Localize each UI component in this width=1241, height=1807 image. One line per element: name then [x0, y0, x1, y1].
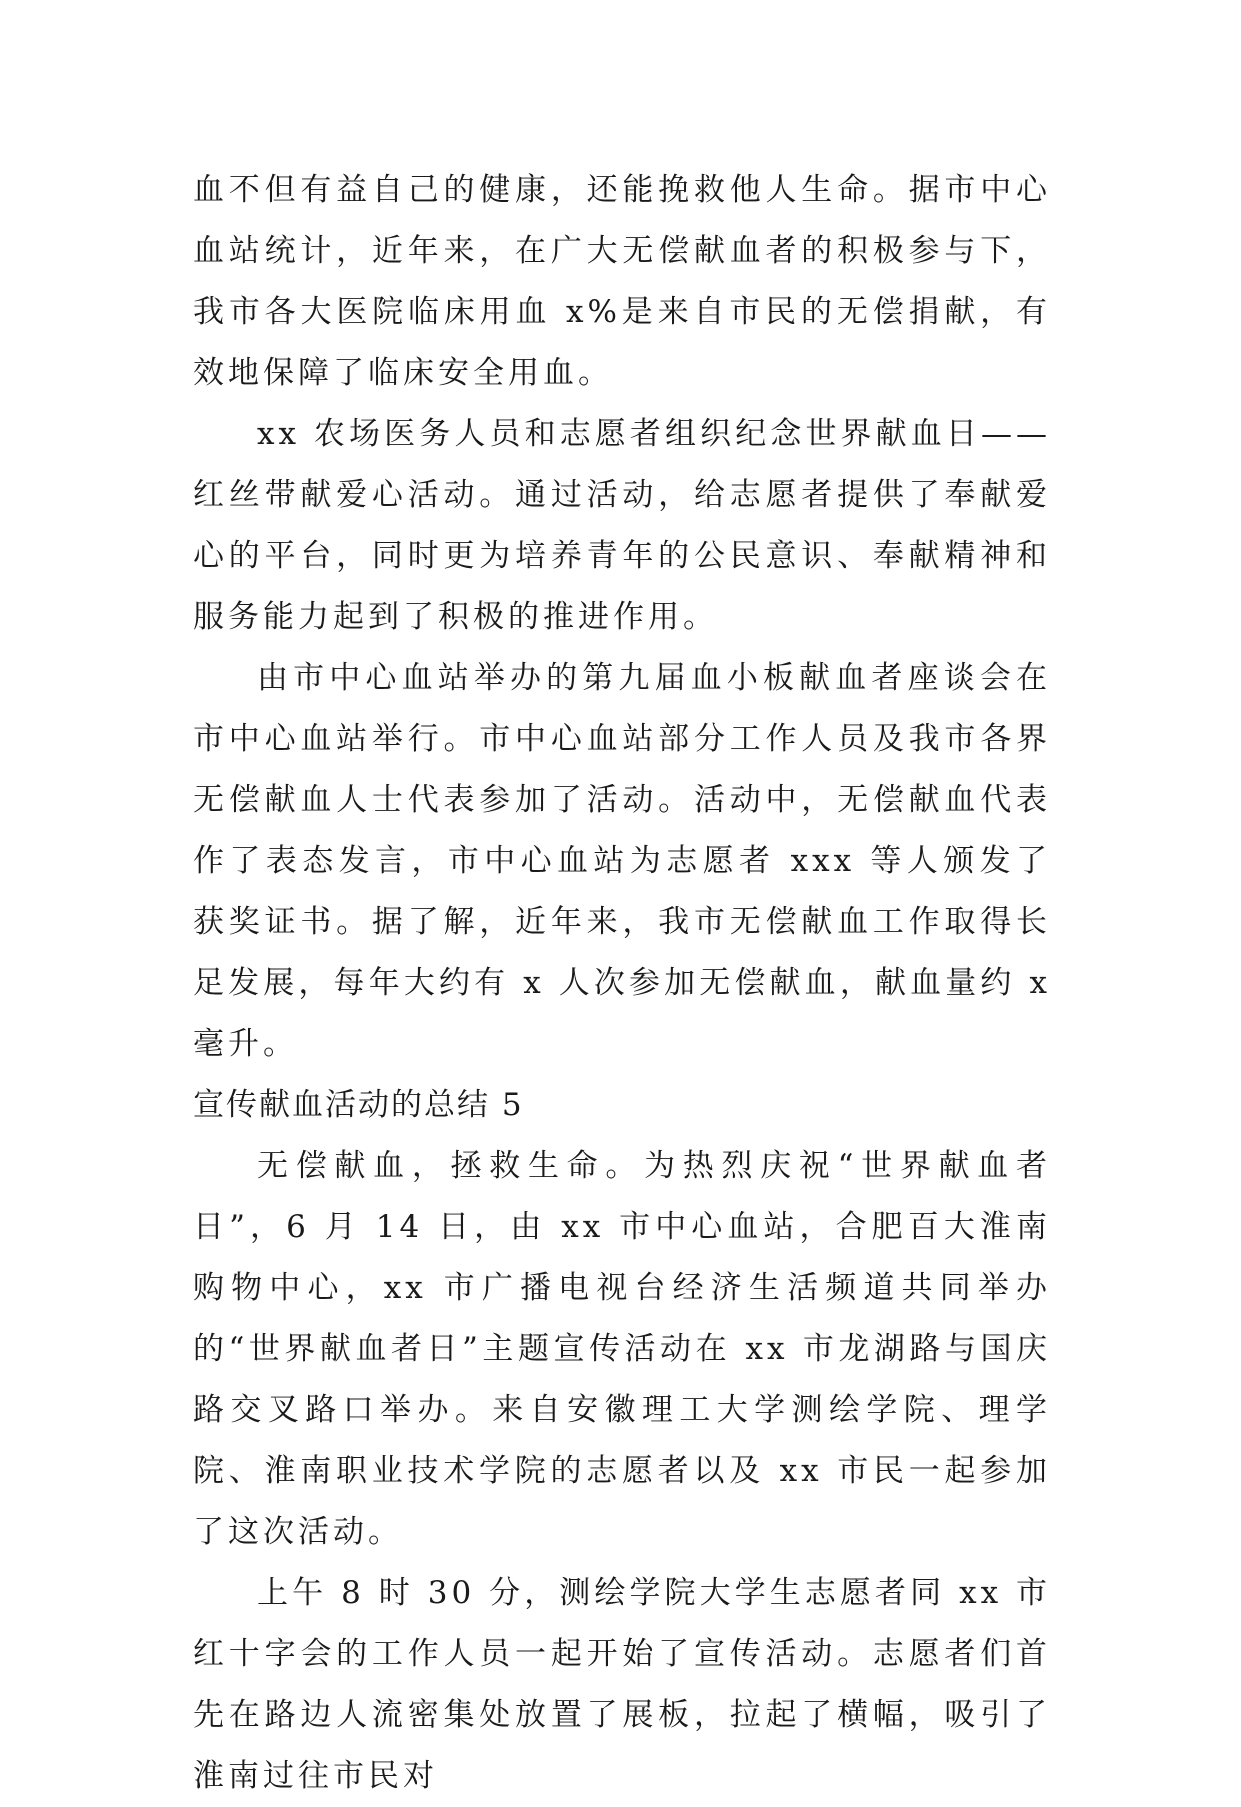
section-heading: 宣传献血活动的总结 5: [193, 1087, 524, 1123]
paragraph: 无偿献血，拯救生命。为热烈庆祝“世界献血者日”，6 月 14 日，由 xx 市中心血站，合肥百大淮南购物中心，xx 市广播电视台经济生活频道共同举办的“世界献血者日”主题宣传活动在 xx 市龙湖路与国庆路交叉路口举办。来自安徽理工大学测绘学院、理学院、淮南职业技术学院的志愿者以及 xx 市民一起参加了这次活动。: [193, 1148, 1051, 1550]
paragraph: 由市中心血站举办的第九届血小板献血者座谈会在市中心血站举行。市中心血站部分工作人员及我市各界无偿献血人士代表参加了活动。活动中，无偿献血代表作了表态发言，市中心血站为志愿者 xxx 等人颁发了获奖证书。据了解，近年来，我市无偿献血工作取得长足发展，每年大约有 x 人次参加无偿献血，献血量约 x 毫升。: [193, 660, 1051, 1062]
paragraph: 上午 8 时 30 分，测绘学院大学生志愿者同 xx 市红十字会的工作人员一起开始了宣传活动。志愿者们首先在路边人流密集处放置了展板，拉起了横幅，吸引了淮南过往市民对: [193, 1575, 1051, 1794]
paragraph: xx 农场医务人员和志愿者组织纪念世界献血日——红丝带献爱心活动。通过活动，给志愿者提供了奉献爱心的平台，同时更为培养青年的公民意识、奉献精神和服务能力起到了积极的推进作用。: [193, 416, 1051, 635]
document-body: [193, 160, 1051, 1807]
paragraph: 血不但有益自己的健康，还能挽救他人生命。据市中心血站统计，近年来，在广大无偿献血者的积极参与下，我市各大医院临床用血 x%是来自市民的无偿捐献，有效地保障了临床安全用血。: [193, 172, 1051, 391]
